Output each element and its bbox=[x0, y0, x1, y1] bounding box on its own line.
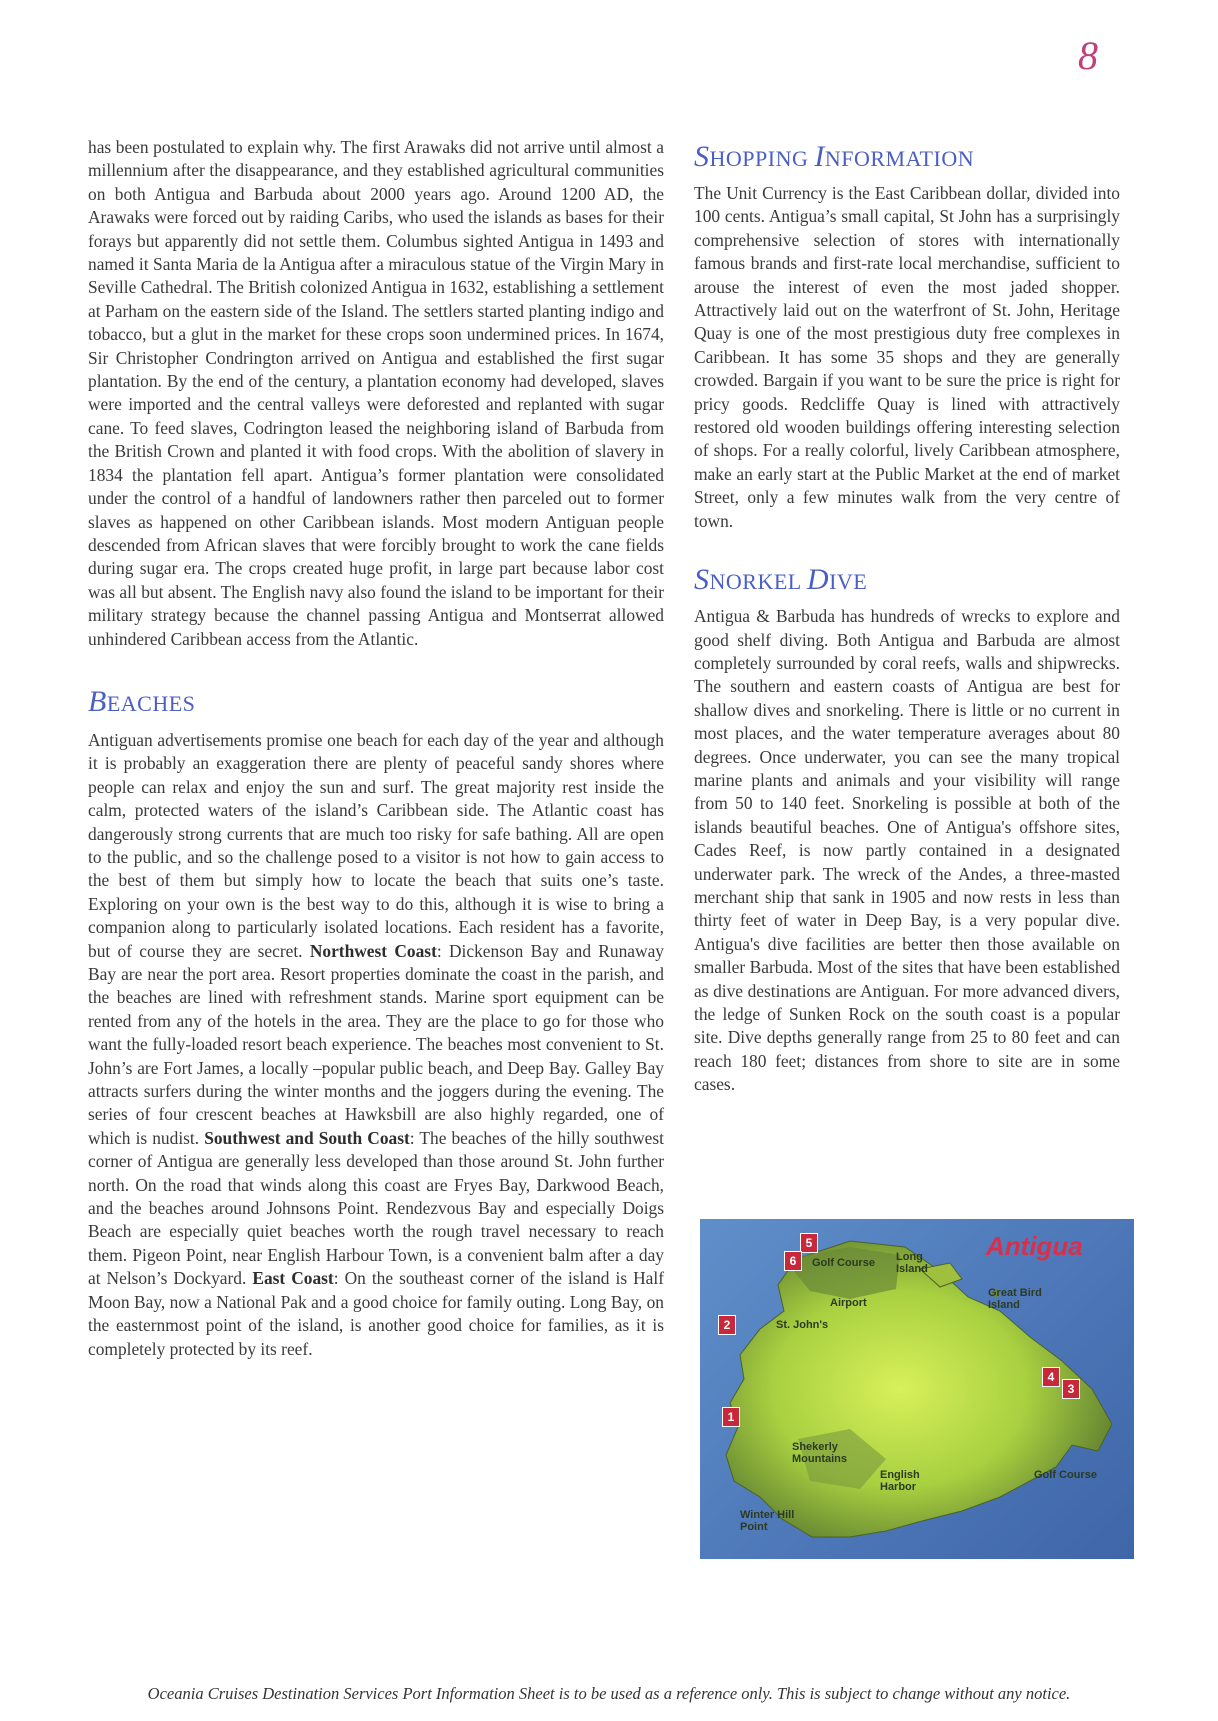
beaches-text-2: : Dickenson Bay and Runaway Bay are near the port area. Resort properties dominate the coast in the parish, and the beaches are lined with refreshment stands. Marine sport equipment can be rented from any of the hotels in the area. They are the place to go for those who want the fully-loaded resort beach experience. The beaches most convenient to St. John’s are Fort James, a locally –popular public beach, and Deep Bay. Galley Bay attracts surfers during the winter months and the joggers during the evening. The series of four crescent beaches at Hawksbill are also highly regarded, one of which is nudist. bbox=[88, 940, 664, 1148]
snorkel-dive-heading bbox=[694, 563, 1120, 597]
snorkel-heading-rest-2: IVE bbox=[829, 569, 868, 595]
left-column bbox=[88, 136, 664, 1361]
map-title: Antigua bbox=[986, 1231, 1083, 1261]
map-label-long-island: Long Island bbox=[896, 1251, 928, 1275]
footer-disclaimer: Oceania Cruises Destination Services Port Information Sheet is to be used as a reference only. This is subject to change without any notice. bbox=[147, 1684, 1071, 1703]
map-label-english-harbor: English Harbor bbox=[880, 1469, 920, 1493]
history-paragraph: has been postulated to explain why. The first Arawaks did not arrive until almost a millennium after the disappearance, and they established agricultural communities on both Antigua and Barbuda about 2000 years ago. Around 1200 AD, the Arawaks were forced out by raiding Caribs, who used the islands as bases for their forays but apparently did not settle them. Columbus sighted Antigua in 1493 and named it Santa Maria de la Antigua after a miraculous statue of the Virgin Mary in Seville Cathedral. The British colonized Antigua in 1632, establishing a settlement at Parham on the eastern side of the Island. The settlers started planting indigo and tobacco, but a glut in the market for these crops soon undermined prices. In 1674, Sir Christopher Condrington arrived on Antigua and established the first sugar plantation. By the end of the century, a plantation economy had developed, slaves were imported and the central valleys were deforested and replanted with sugar cane. To feed slaves, Codrington leased the neighboring island of Barbuda from the British Crown and planted it with food crops. With the abolition of slavery in 1834 the plantation fell apart. Antigua’s former plantation were consolidated under the control of a handful of landowners rather then parceled out to former slaves as happened on other Caribbean islands. Most modern Antiguan people descended from African slaves that were forcibly brought to work the cane fields during sugar era. The crops created huge profit, in large part because labor cost was all but absent. The English navy also found the island to be important for their military strategy because the channel passing Antigua and Montserrat allowed unhindered Caribbean access from the Atlantic. bbox=[88, 137, 664, 649]
page-number: 8 bbox=[1078, 33, 1098, 78]
shopping-heading-rest-2: NFORMATION bbox=[824, 146, 975, 171]
map-marker-4: 4 bbox=[1042, 1367, 1060, 1387]
shopping-heading bbox=[694, 140, 1120, 174]
shopping-heading-cap-2: I bbox=[814, 140, 825, 173]
snorkel-dive-paragraph: Antigua & Barbuda has hundreds of wrecks to explore and good shelf diving. Both Antigua and Barbuda are almost completely surrounded by coral reefs, walls and shipwrecks. The southern and eastern coasts of Antigua are best for shallow dives and snorkeling. There is little or no current in most places, and the water temperature averages about 80 degrees. Once underwater, you can see the many tropical marine plants and animals and your visibility will range from 50 to 140 feet. Snorkeling is possible at both of the islands beautiful beaches. One of Antigua's offshore sites, Cades Reef, is now partly contained in a designated underwater park. The wreck of the Andes, a three-masted merchant ship that sank in 1905 and now rests in less than thirty feet of water in Deep Bay, is a very popular dive. Antigua's dive facilities are better then those available on smaller Barbuda. Most of the sites that have been established as dive destinations are Antiguan. For more advanced divers, the ledge of Sunken Rock on the south coast is a popular site. Dive depths generally range from 25 to 80 feet and can reach 180 feet; distances from shore to site are in some cases. bbox=[694, 606, 1120, 1095]
antigua-map bbox=[700, 1219, 1134, 1559]
map-label-airport: Airport bbox=[830, 1297, 867, 1309]
beaches-heading-cap: B bbox=[88, 684, 107, 718]
map-label-winter-hill-point: Winter Hill Point bbox=[740, 1509, 795, 1533]
map-marker-3: 3 bbox=[1062, 1379, 1080, 1399]
beaches-paragraph bbox=[88, 729, 664, 1361]
map-marker-6: 6 bbox=[784, 1251, 802, 1271]
northwest-coast-label: Northwest Coast bbox=[309, 940, 437, 961]
shopping-heading-rest-1: HOPPING bbox=[709, 146, 815, 171]
snorkel-heading-cap-1: S bbox=[694, 563, 710, 597]
map-marker-1: 1 bbox=[722, 1407, 740, 1427]
map-label-st-johns: St. John's bbox=[776, 1319, 829, 1331]
map-marker-2: 2 bbox=[718, 1315, 736, 1335]
map-marker-5: 5 bbox=[800, 1233, 818, 1253]
map-label-golf-course-north: Golf Course bbox=[812, 1257, 875, 1269]
shopping-paragraph: The Unit Currency is the East Caribbean dollar, divided into 100 cents. Antigua’s small capital, St John has a surprisingly comprehensive selection of stores with internationally famous brands and first-rate local merchandise, sufficient to arouse the interest of even the most jaded shopper. Attractively laid out on the waterfront of St. John, Heritage Quay is one of the most prestigious duty free complexes in Caribbean. It has some 35 shops and they are generally crowded. Bargain if you want to be sure the price is right for pricy goods. Redcliffe Quay is lined with attractively restored old wooden buildings offering interesting selection of shops. For a really colorful, lively Caribbean atmosphere, make an early start at the Public Market at the end of market Street, only a few minutes walk from the very centre of town. bbox=[694, 183, 1120, 531]
beaches-text-4: : On the southeast corner of the island is Half Moon Bay, now a National Pak and a good choice for family outing. Long Bay, on the easternmost point of the island, is another good choice for families, as it is completely protected by its reef. bbox=[88, 1268, 664, 1359]
snorkel-heading-cap-2: D bbox=[806, 563, 830, 597]
beaches-text-3: : The beaches of the hilly southwest corner of Antigua are generally less developed than those around St. John further north. On the road that winds along this coast are Fryes Bay, Darkwood Beach, and the beaches around Johnsons Point. Rendezvous Bay and especially Doigs Beach are especially quiet beaches worth the rough travel necessary to reach them. Pigeon Point, near English Harbour Town, is a convenient balm after a day at Nelson’s Dockyard. bbox=[88, 1127, 664, 1289]
east-coast-label: East Coast bbox=[252, 1268, 334, 1289]
snorkel-heading-rest-1: NORKEL bbox=[709, 569, 807, 595]
southwest-coast-label: Southwest and South Coast bbox=[204, 1127, 410, 1148]
right-column bbox=[694, 140, 1120, 1097]
beaches-heading-rest: EACHES bbox=[106, 690, 196, 716]
beaches-text-1: Antiguan advertisements promise one beach for each day of the year and although it is probably an exaggeration there are plenty of peaceful sandy shores where people can relax and enjoy the sun and surf. The great majority rest inside the calm, protected waters of the island’s Caribbean side. The Atlantic coast has dangerously strong currents that are much too risky for safe bathing. All are open to the public, and so the challenge posed to a visitor is not how to gain access to the best of them but simply how to locate the beach that suits one’s taste. Exploring on your own is the best way to do this, although it is wise to bring a companion along to particularly isolated locations. Each resident has a favorite, but of course they are secret. bbox=[88, 729, 664, 961]
map-label-great-bird-island: Great Bird Island bbox=[988, 1287, 1042, 1311]
map-label-shekerly-mountains: Shekerly Mountains bbox=[792, 1441, 847, 1465]
map-label-golf-course-east: Golf Course bbox=[1034, 1469, 1097, 1481]
shopping-heading-cap-1: S bbox=[694, 140, 710, 173]
beaches-heading bbox=[88, 685, 664, 719]
